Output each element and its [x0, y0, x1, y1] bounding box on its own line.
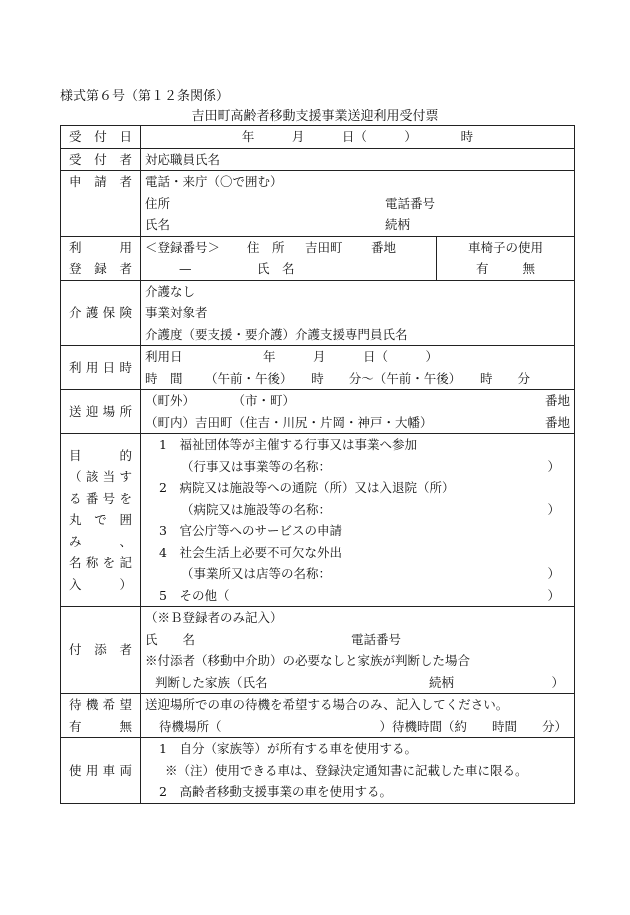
usage-datetime-field[interactable]	[141, 346, 575, 390]
registered-name-label: 氏 名	[257, 261, 295, 276]
row-vehicle	[61, 738, 575, 804]
usage-time-label: 時 間	[145, 370, 183, 386]
label-purpose: 目 的 （該当す る番号を 丸で囲み、 名称を記 入 ）	[61, 434, 141, 607]
purpose-item-2-name: （病院又は施設等の名称：	[181, 501, 332, 517]
vehicle-option-program[interactable]: 2 高齢者移動支援事業の車を使用する。	[159, 784, 392, 799]
care-insurance-field[interactable]	[141, 280, 575, 346]
care-target-option[interactable]: 事業対象者	[145, 305, 208, 320]
label-applicant: 申 請 者	[61, 171, 141, 237]
purpose-item-1-name: （行事又は事業等の名称：	[181, 458, 332, 474]
attendant-phone-label: 電話番号	[351, 631, 402, 647]
applicant-relation-label: 続柄	[385, 217, 411, 232]
usage-date-fields: 年 月 日（ ）	[263, 349, 439, 364]
pickup-outside-banchi: 番地	[545, 393, 571, 408]
purpose-item-5[interactable]: 5 その他（	[159, 587, 230, 603]
row-registered-user	[61, 236, 575, 280]
wheelchair-yes-option[interactable]: 有	[475, 261, 489, 276]
row-waiting	[61, 694, 575, 738]
usage-date-label: 利用日	[145, 349, 183, 364]
applicant-method: 電話・来庁（〇で囲む）	[145, 174, 283, 189]
applicant-name-label: 氏名	[145, 217, 171, 232]
purpose-field[interactable]: 1 福祉団体等が主催する行事又は事業へ参加 （行事又は事業等の名称： ） 2 病院又は施設等への通院（所）又は入退院（所） （病院又は施設等の名称： ） 3 官公庁等へのサービスの申請 4 社会生活上必要不可欠な外出 （事業所又は店等の名称： ） 5 その他（ ）	[141, 434, 575, 607]
purpose-item-2[interactable]: 2 病院又は施設等への通院（所）又は入退院（所）	[159, 480, 455, 495]
receptionist-field[interactable]: 対応職員氏名	[141, 148, 575, 171]
row-attendant	[61, 607, 575, 694]
attendant-relation-label: 続柄	[429, 674, 455, 690]
wheelchair-label: 車椅子の使用	[468, 239, 544, 255]
row-receptionist	[61, 148, 575, 171]
label-reception-date: 受 付 日	[61, 126, 141, 149]
row-pickup-location	[61, 390, 575, 434]
applicant-phone-label: 電話番号	[385, 195, 436, 211]
pickup-inside-banchi: 番地	[545, 414, 571, 430]
vehicle-field[interactable]	[141, 738, 575, 804]
label-vehicle: 使用車両	[61, 738, 141, 804]
waiting-time-label: ）待機時間（約 時間 分）	[379, 718, 567, 734]
waiting-place-label: 待機場所（	[159, 718, 222, 734]
pickup-outside-town: （町外） （市・町）	[145, 393, 296, 408]
label-waiting: 待機希望 有 無	[61, 694, 141, 738]
purpose-item-3[interactable]: 3 官公庁等へのサービスの申請	[159, 523, 342, 538]
vehicle-option-own[interactable]: 1 自分（家族等）が所有する車を使用する。	[159, 741, 417, 756]
row-purpose	[61, 434, 575, 607]
purpose-item-1[interactable]: 1 福祉団体等が主催する行事又は事業へ参加	[159, 437, 417, 452]
registration-number-dash: —	[179, 261, 192, 276]
pickup-location-field[interactable]	[141, 390, 575, 434]
row-care-insurance	[61, 280, 575, 346]
care-level-option[interactable]: 介護度（要支援・要介護）介護支援専門員氏名	[145, 326, 408, 342]
care-none-option[interactable]: 介護なし	[145, 283, 196, 299]
applicant-field[interactable]	[141, 171, 575, 237]
row-applicant	[61, 171, 575, 237]
label-attendant: 付 添 者	[61, 607, 141, 694]
registered-user-field[interactable]	[141, 236, 437, 280]
pickup-inside-town: （町内）吉田町（住吉・川尻・片岡・神戸・大幡）	[145, 414, 433, 430]
attendant-note: （※Ｂ登録者のみ記入）	[145, 610, 283, 625]
registered-address-label: 住 所	[247, 239, 285, 255]
purpose-item-4-name: （事業所又は店等の名称：	[181, 566, 332, 581]
wheelchair-no-option[interactable]: 無	[522, 261, 536, 276]
usage-time-fields: （午前・午後） 時 分～（午前・午後） 時 分	[205, 370, 531, 386]
reception-date-field[interactable]: 年 月 日（ ） 時	[141, 126, 575, 149]
label-care-insurance: 介護保険	[61, 280, 141, 346]
row-usage-datetime	[61, 346, 575, 390]
registration-number-label: ＜登録番号＞	[145, 239, 221, 255]
label-usage-datetime: 利用日時	[61, 346, 141, 390]
applicant-address-label: 住所	[145, 195, 171, 211]
registered-banchi-label: 番地	[371, 239, 397, 255]
waiting-field[interactable]	[141, 694, 575, 738]
label-registered-user: 利 用 登 録 者	[61, 236, 141, 280]
attendant-name-label: 氏 名	[145, 631, 196, 647]
reception-form-table	[60, 125, 575, 804]
registered-town: 吉田町	[305, 239, 343, 255]
label-pickup-location: 送迎場所	[61, 390, 141, 434]
form-number: 様式第６号（第１２条関係）	[60, 89, 230, 104]
wheelchair-field[interactable]	[437, 236, 575, 280]
row-reception-date	[61, 126, 575, 149]
label-receptionist: 受 付 者	[61, 148, 141, 171]
attendant-note-2: ※付添者（移動中介助）の必要なしと家族が判断した場合	[145, 653, 471, 668]
attendant-field[interactable]: （※Ｂ登録者のみ記入） 氏 名 電話番号 ※付添者（移動中介助）の必要なしと家族が判断した場合 判断した家族（氏名 続柄 ）	[141, 607, 575, 694]
waiting-instruction: 送迎場所での車の待機を希望する場合のみ、記入してください。	[145, 697, 509, 712]
attendant-family-label: 判断した家族（氏名	[155, 674, 268, 690]
vehicle-note: ※（注）使用できる車は、登録決定通知書に記載した車に限る。	[165, 762, 528, 778]
purpose-item-4[interactable]: 4 社会生活上必要不可欠な外出	[159, 544, 342, 560]
page-title: 吉田町高齢者移動支援事業送迎利用受付票	[191, 109, 439, 124]
